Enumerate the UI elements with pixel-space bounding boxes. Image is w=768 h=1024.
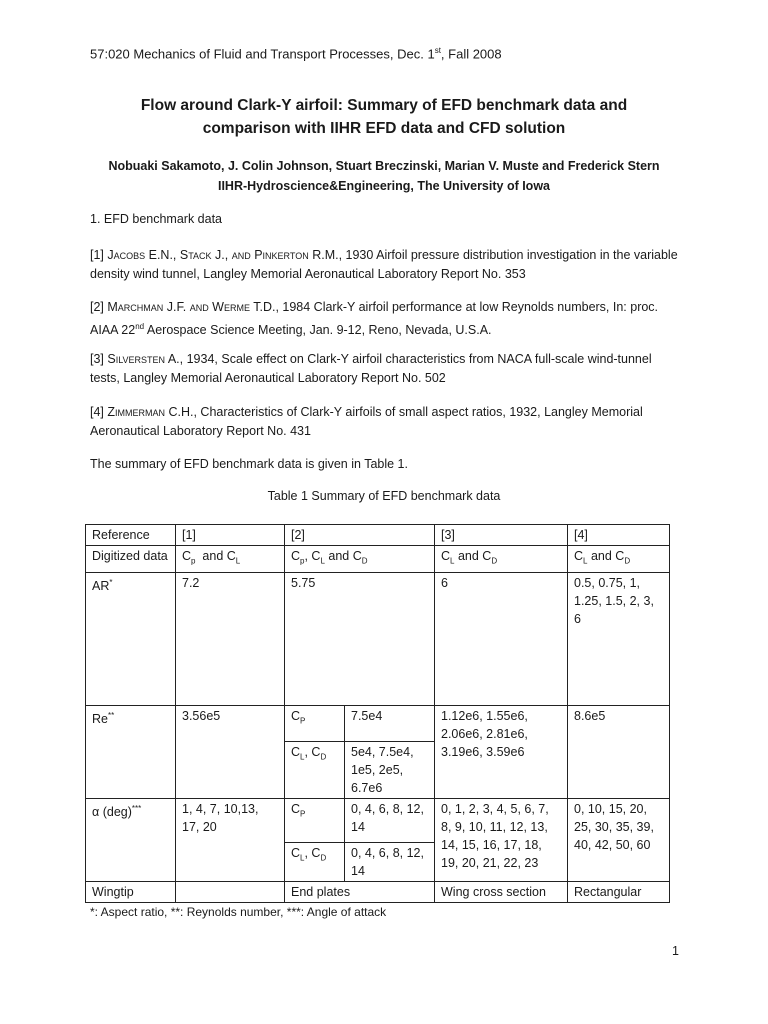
- table-cell: 7.5e4: [345, 705, 435, 741]
- reference-2: [2] Marchman J.F. and Werme T.D., 1984 Clark-Y airfoil performance at low Reynolds numbers, In: proc. AIAA 22nd Aerospace Science Meeting, Jan. 9-12, Reno, Nevada, U.S.A.: [90, 300, 659, 338]
- table-cell: End plates: [285, 881, 435, 902]
- table-cell: 1, 4, 7, 10,13, 17, 20: [176, 798, 285, 881]
- author-block: [60, 156, 708, 196]
- table-row: [86, 525, 670, 546]
- table-cell: Re**: [86, 705, 176, 798]
- table-cell: $C_p$ and $C_L$: [176, 546, 285, 573]
- table-cell: $C_L$ and $C_D$: [435, 546, 568, 573]
- reference-1: [1] Jacobs E.N., Stack J., and Pinkerton R.M., 1930 Airfoil pressure distribution investigation in the variable density wind tunnel, Langley Memorial Aeronautical Laboratory Report No. 353: [90, 248, 678, 281]
- table-row: [86, 546, 670, 573]
- table-cell: [4]: [568, 525, 670, 546]
- table-cell: 0, 4, 6, 8, 12, 14: [345, 842, 435, 881]
- table-cell: $C_L$, $C_D$: [285, 842, 345, 881]
- author-names: Nobuaki Sakamoto, J. Colin Johnson, Stuart Breczinski, Marian V. Muste and Frederick Stern: [108, 159, 660, 173]
- table-cell: Rectangular: [568, 881, 670, 902]
- table-cell: Wing cross section: [435, 881, 568, 902]
- table-cell: Reference: [86, 525, 176, 546]
- table-cell: $C_P$: [285, 798, 345, 842]
- table-cell: 3.56e5: [176, 705, 285, 798]
- table-cell: 1.12e6, 1.55e6, 2.06e6, 2.81e6, 3.19e6, 3.59e6: [435, 705, 568, 798]
- title-line-1: Flow around Clark-Y airfoil: Summary of EFD benchmark data and: [140, 97, 628, 114]
- reference-4: [4] Zimmerman C.H., Characteristics of Clark-Y airfoils of small aspect ratios, 1932, Langley Memorial Aeronautical Laboratory Report No. 431: [90, 405, 643, 438]
- table-cell: Digitized data: [86, 546, 176, 573]
- table-cell: 0.5, 0.75, 1, 1.25, 1.5, 2, 3, 6: [568, 572, 670, 705]
- page-header: 57:020 Mechanics of Fluid and Transport Processes, Dec. 1st, Fall 2008: [90, 46, 502, 62]
- table-cell: $C_L$ and $C_D$: [568, 546, 670, 573]
- table-row: [86, 881, 670, 902]
- page-number: 1: [672, 944, 679, 958]
- table-cell: 5e4, 7.5e4, 1e5, 2e5, 6.7e6: [345, 741, 435, 798]
- document-title: [60, 94, 708, 140]
- table-row: [86, 798, 670, 842]
- table-cell: 8.6e5: [568, 705, 670, 798]
- benchmark-table: [85, 524, 670, 903]
- table-cell: 5.75: [285, 572, 435, 705]
- table-cell: α (deg)***: [86, 798, 176, 881]
- reference-3: [3] Silversten A., 1934, Scale effect on Clark-Y airfoil characteristics from NACA full-scale wind-tunnel tests, Langley Memorial Aeronautical Laboratory Report No. 502: [90, 352, 652, 385]
- table-cell: [1]: [176, 525, 285, 546]
- table-cell: [3]: [435, 525, 568, 546]
- summary-paragraph: The summary of EFD benchmark data is given in Table 1.: [90, 457, 408, 471]
- table-cell: 0, 10, 15, 20, 25, 30, 35, 39, 40, 42, 50, 60: [568, 798, 670, 881]
- table-cell: $C_P$: [285, 705, 345, 741]
- table-cell: 6: [435, 572, 568, 705]
- section-heading: 1. EFD benchmark data: [90, 212, 223, 226]
- table-cell: AR*: [86, 572, 176, 705]
- author-affiliation: IIHR-Hydroscience&Engineering, The University of Iowa: [217, 179, 550, 193]
- table-cell: 7.2: [176, 572, 285, 705]
- title-line-2: comparison with IIHR EFD data and CFD solution: [202, 120, 566, 137]
- table-cell: 0, 1, 2, 3, 4, 5, 6, 7, 8, 9, 10, 11, 12, 13, 14, 15, 16, 17, 18, 19, 20, 21, 22, 23: [435, 798, 568, 881]
- table-cell: [2]: [285, 525, 435, 546]
- table-cell: $C_p$, $C_L$ and $C_D$: [285, 546, 435, 573]
- table-cell: 0, 4, 6, 8, 12, 14: [345, 798, 435, 842]
- table-row: [86, 572, 670, 705]
- table-cell: $C_L$, $C_D$: [285, 741, 345, 798]
- table-caption: Table 1 Summary of EFD benchmark data: [267, 489, 501, 503]
- table-cell: [176, 881, 285, 902]
- table-row: [86, 705, 670, 741]
- table-cell: Wingtip: [86, 881, 176, 902]
- table-footnote: *: Aspect ratio, **: Reynolds number, ***: Angle of attack: [90, 905, 387, 919]
